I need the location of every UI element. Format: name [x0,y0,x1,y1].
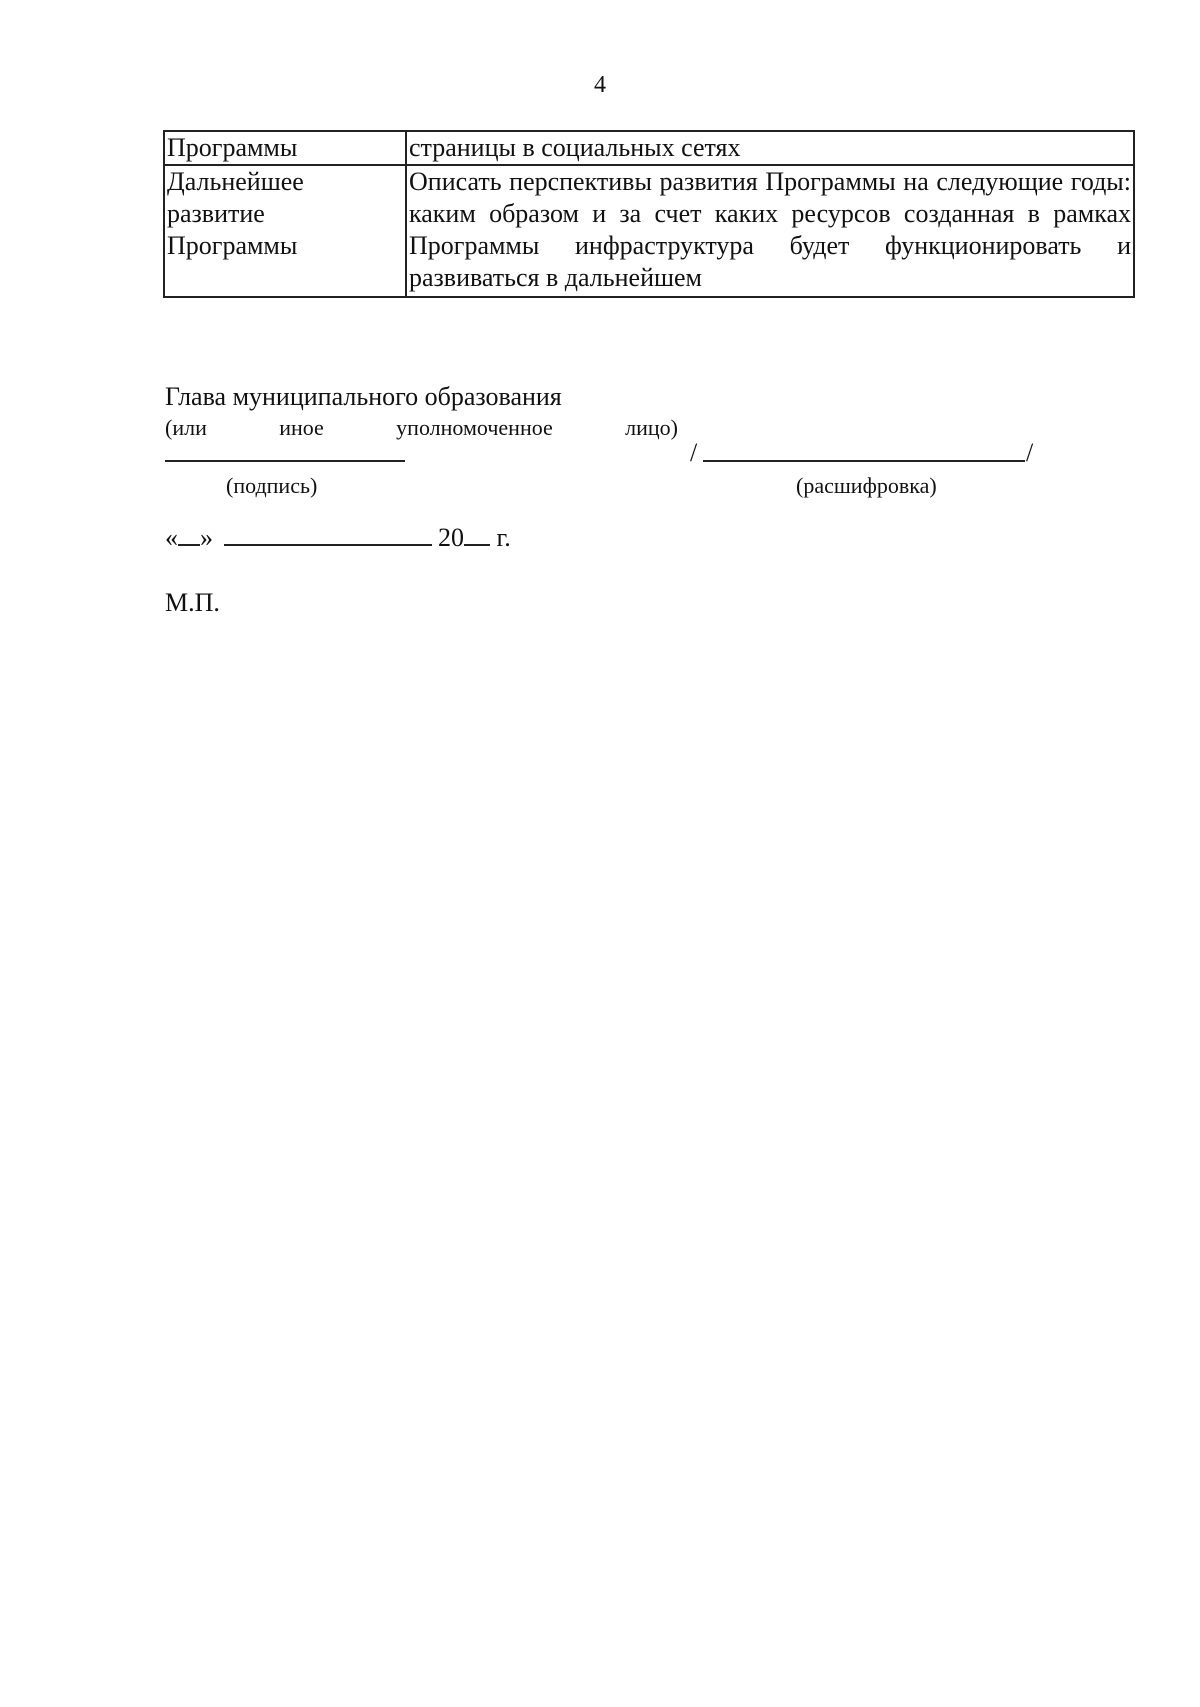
subtitle-word: уполномоченное [396,415,553,440]
date-line [165,522,511,553]
decode-caption: (расшифровка) [796,473,937,498]
slash-right: / [1026,438,1034,467]
month-blank [224,522,432,546]
slash-left: / [690,438,698,467]
signature-line [165,460,405,462]
row-label-line: Программы [167,231,298,260]
page-number: 4 [594,72,606,98]
day-blank [178,522,200,546]
row-value: страницы в социальных сетях [406,131,1134,165]
program-table [163,130,1135,298]
row-label [164,165,406,297]
close-quote: » [200,523,213,552]
decode-line [703,460,1025,462]
subtitle-word: иное [279,415,324,440]
table-row [164,131,1134,165]
stamp-label: М.П. [165,588,220,617]
row-value: Описать перспективы развития Программы на следующие годы: каким образом и за счет каких ресурсов созданная в рамках Программы инфраструктура будет функционировать и развиваться в дальнейшем [406,165,1134,297]
row-label: Программы [164,131,406,165]
row-label-line: развитие [167,199,265,228]
year-blank [464,522,490,546]
year-prefix: 20 [438,523,464,552]
year-suffix: г. [496,523,511,552]
open-quote: « [165,523,178,552]
signature-title: Глава муниципального образования [165,382,562,411]
signature-subtitle [165,415,678,441]
table-row [164,165,1134,297]
signature-caption: (подпись) [226,473,318,498]
subtitle-word: (или [165,415,207,440]
subtitle-word: лицо) [625,415,678,440]
row-label-line: Дальнейшее [167,167,304,196]
